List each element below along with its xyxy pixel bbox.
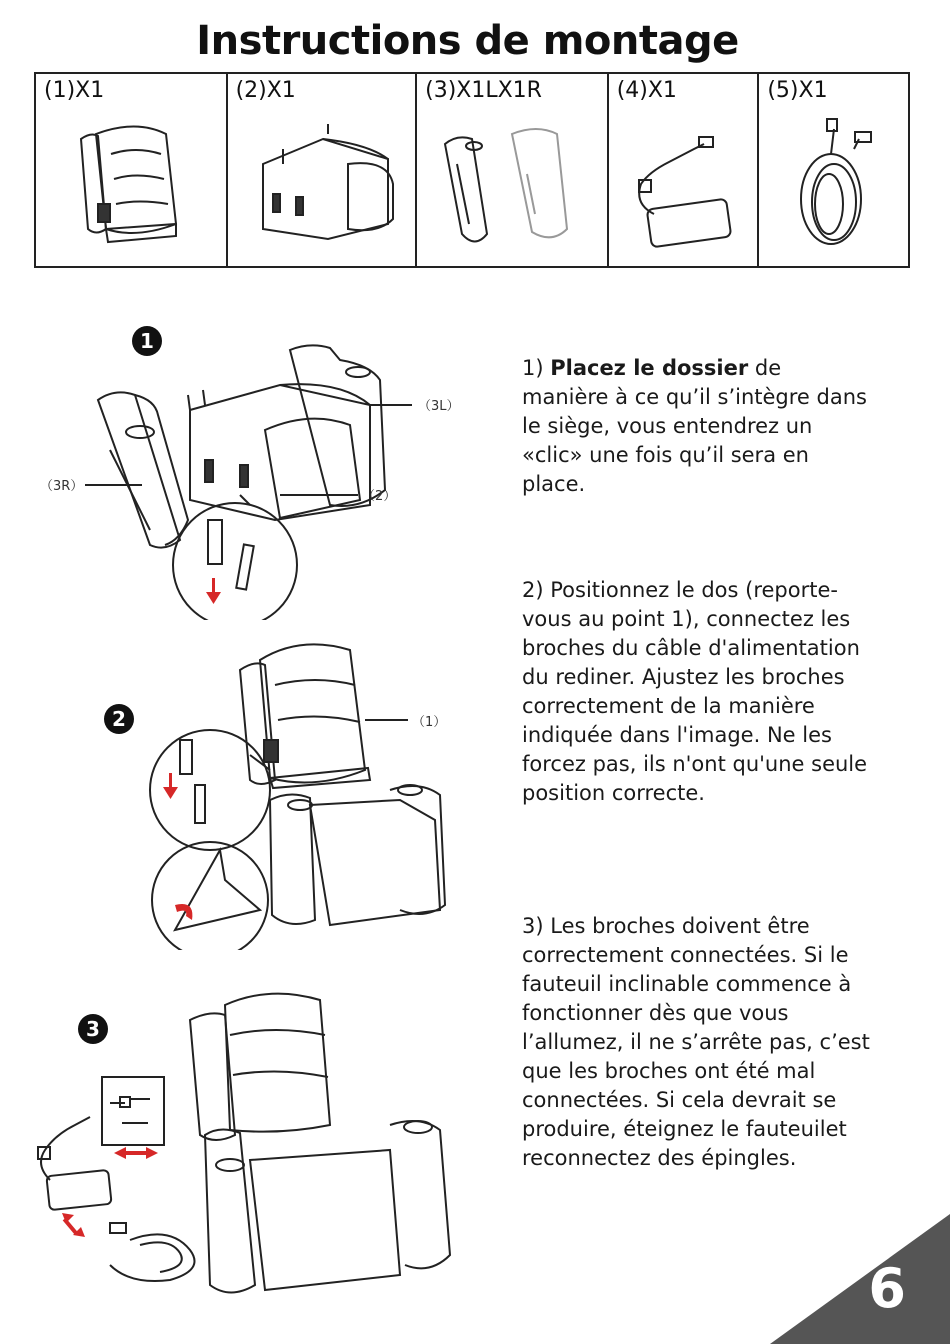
step-2-illustration [140, 630, 480, 950]
step-2-body: Positionnez le dos (reporte-vous au point 1), connectez les broches du câble d'alimentation du rediner. Ajustez les broches correctement de la manière indiquée dans l'image. Ne les forcez pas, ils n'ont qu'une seule position correcte. [522, 578, 868, 805]
power-cord-icon [759, 104, 907, 264]
part-label: (1)X1 [44, 78, 105, 103]
callout-3r: （3R） [40, 479, 84, 494]
part-cell-backrest [36, 74, 228, 266]
part-label: (3)X1LX1R [425, 78, 542, 103]
page-corner [770, 1194, 950, 1344]
step-1-illustration [40, 340, 500, 620]
part-label: (2)X1 [235, 78, 296, 103]
part-label: (5)X1 [767, 78, 828, 103]
armrests-icon [417, 104, 607, 264]
step-number-1: 1 [132, 326, 162, 356]
step-3-body: Les broches doivent être correctement connectées. Si le fauteuil inclinable commence à fonctionner dès que vous l’allumez, il ne s’arrête pas, c’est que les broches ont été mal connectées. Si cela devrait se produire, éteignez le fauteuilet reconnectez des épingles. [522, 914, 870, 1170]
step-2-text: 2) Positionnez le dos (reporte-vous au point 1), connectez les broches du câble d'alimentation du rediner. Ajustez les broches correctement de la manière indiquée dans l'image. Ne les forcez pas, ils n'ont qu'une seule position correcte. [522, 578, 868, 805]
callout-1: （1） [412, 715, 447, 730]
page-number: 6 [868, 1257, 906, 1320]
step-number-2: 2 [104, 704, 134, 734]
part-cell-cord [759, 74, 908, 266]
part-label: (4)X1 [616, 78, 677, 103]
part-cell-armrests [417, 74, 609, 266]
step-1-text: 1) Placez le dossier de manière à ce qu’il s’intègre dans le siège, vous entendrez un «clic» une fois qu’il sera en place. [522, 356, 867, 496]
parts-table [34, 72, 910, 268]
page-title: Instructions de montage [196, 18, 739, 64]
callout-2: （2） [362, 489, 397, 504]
callout-3l: （3L） [418, 399, 460, 414]
backrest-icon [36, 104, 226, 264]
power-adapter-icon [609, 104, 759, 264]
step-1-bold: Placez le dossier [550, 356, 749, 380]
step-1-body: de manière à ce qu’il s’intègre dans le siège, vous entendrez un «clic» une fois qu’il sera en place. [522, 356, 867, 496]
part-cell-adapter [609, 74, 760, 266]
seat-icon [228, 104, 416, 264]
step-number-3: 3 [78, 1014, 108, 1044]
step-3-illustration [30, 985, 470, 1315]
part-cell-seat [228, 74, 418, 266]
step-3-text: 3) Les broches doivent être correctement connectées. Si le fauteuil inclinable commence à fonctionner dès que vous l’allumez, il ne s’arrête pas, c’est que les broches ont été mal connectées. Si cela devrait se produire, éteignez le fauteuilet reconnectez des épingles. [522, 914, 870, 1170]
